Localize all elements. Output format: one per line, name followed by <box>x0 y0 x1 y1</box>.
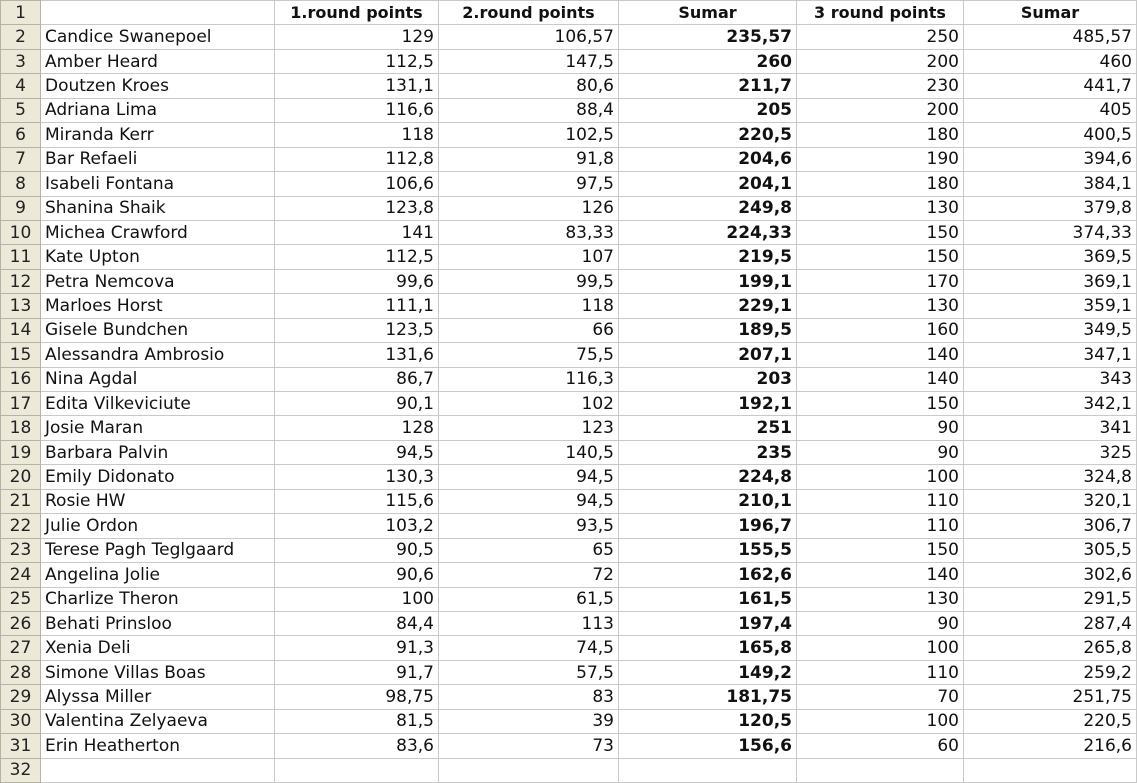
round3-cell[interactable]: 200 <box>797 49 964 73</box>
round1-cell[interactable]: 94,5 <box>275 440 439 464</box>
name-cell[interactable]: Gisele Bundchen <box>41 318 275 342</box>
table-row <box>1 98 1137 122</box>
name-cell[interactable]: Xenia Deli <box>41 636 275 660</box>
round2-cell[interactable]: 102 <box>439 392 619 416</box>
sum1-cell[interactable]: 156,6 <box>619 734 797 758</box>
round1-cell[interactable]: 90,1 <box>275 392 439 416</box>
sum2-cell[interactable]: 369,5 <box>964 245 1137 269</box>
table-row <box>1 758 1137 782</box>
sum2-cell[interactable]: 251,75 <box>964 685 1137 709</box>
row-number[interactable]: 2 <box>1 25 41 49</box>
row-number[interactable]: 3 <box>1 49 41 73</box>
round1-cell[interactable]: 98,75 <box>275 685 439 709</box>
sum1-cell[interactable]: 120,5 <box>619 709 797 733</box>
round2-cell[interactable]: 80,6 <box>439 74 619 98</box>
name-cell[interactable]: Petra Nemcova <box>41 269 275 293</box>
round2-cell[interactable]: 66 <box>439 318 619 342</box>
sum2-cell[interactable]: 265,8 <box>964 636 1137 660</box>
sum1-cell[interactable]: 192,1 <box>619 392 797 416</box>
round2-cell[interactable]: 93,5 <box>439 514 619 538</box>
row-number[interactable]: 18 <box>1 416 41 440</box>
sum2-cell[interactable]: 324,8 <box>964 465 1137 489</box>
table-row <box>1 294 1137 318</box>
sum2-cell[interactable]: 325 <box>964 440 1137 464</box>
name-cell[interactable]: Marloes Horst <box>41 294 275 318</box>
table-row <box>1 611 1137 635</box>
round3-cell[interactable]: 100 <box>797 465 964 489</box>
sum1-cell[interactable]: 220,5 <box>619 123 797 147</box>
round3-cell[interactable]: 110 <box>797 489 964 513</box>
round2-cell[interactable]: 94,5 <box>439 465 619 489</box>
round1-cell[interactable] <box>275 758 439 782</box>
header-cell-round2[interactable]: 2.round points <box>439 1 619 25</box>
round2-cell[interactable]: 102,5 <box>439 123 619 147</box>
row-number[interactable]: 23 <box>1 538 41 562</box>
sum1-cell[interactable]: 211,7 <box>619 74 797 98</box>
name-cell[interactable]: Bar Refaeli <box>41 147 275 171</box>
sum2-cell[interactable]: 343 <box>964 367 1137 391</box>
round1-cell[interactable]: 100 <box>275 587 439 611</box>
round1-cell[interactable]: 118 <box>275 123 439 147</box>
round2-cell[interactable]: 94,5 <box>439 489 619 513</box>
round3-cell[interactable]: 150 <box>797 392 964 416</box>
round1-cell[interactable]: 112,8 <box>275 147 439 171</box>
table-row <box>1 74 1137 98</box>
round2-cell[interactable]: 75,5 <box>439 343 619 367</box>
round3-cell[interactable]: 140 <box>797 563 964 587</box>
sum2-cell[interactable]: 374,33 <box>964 220 1137 244</box>
sum2-cell[interactable]: 306,7 <box>964 514 1137 538</box>
sum2-cell[interactable]: 342,1 <box>964 392 1137 416</box>
table-row <box>1 660 1137 684</box>
sum2-cell[interactable]: 394,6 <box>964 147 1137 171</box>
sum1-cell[interactable]: 203 <box>619 367 797 391</box>
sum1-cell[interactable]: 197,4 <box>619 611 797 635</box>
sum2-cell[interactable]: 320,1 <box>964 489 1137 513</box>
row-number[interactable]: 11 <box>1 245 41 269</box>
table-row <box>1 685 1137 709</box>
row-number[interactable]: 24 <box>1 563 41 587</box>
sum2-cell[interactable]: 341 <box>964 416 1137 440</box>
round3-cell[interactable]: 250 <box>797 25 964 49</box>
table-row <box>1 514 1137 538</box>
row-number[interactable]: 16 <box>1 367 41 391</box>
sum1-cell[interactable]: 219,5 <box>619 245 797 269</box>
name-cell[interactable]: Josie Maran <box>41 416 275 440</box>
round3-cell[interactable]: 90 <box>797 440 964 464</box>
table-row <box>1 440 1137 464</box>
name-cell[interactable]: Barbara Palvin <box>41 440 275 464</box>
row-number[interactable]: 31 <box>1 734 41 758</box>
round3-cell[interactable] <box>797 758 964 782</box>
round2-cell[interactable]: 57,5 <box>439 660 619 684</box>
header-cell-name[interactable] <box>41 1 275 25</box>
round1-cell[interactable]: 128 <box>275 416 439 440</box>
round1-cell[interactable]: 116,6 <box>275 98 439 122</box>
round2-cell[interactable]: 123 <box>439 416 619 440</box>
table-row <box>1 489 1137 513</box>
round3-cell[interactable]: 140 <box>797 367 964 391</box>
sum1-cell[interactable]: 199,1 <box>619 269 797 293</box>
sum2-cell[interactable]: 291,5 <box>964 587 1137 611</box>
table-row <box>1 25 1137 49</box>
table-row <box>1 196 1137 220</box>
sum1-cell[interactable]: 155,5 <box>619 538 797 562</box>
round3-cell[interactable]: 130 <box>797 587 964 611</box>
round1-cell[interactable]: 112,5 <box>275 245 439 269</box>
round3-cell[interactable]: 150 <box>797 245 964 269</box>
round2-cell[interactable]: 116,3 <box>439 367 619 391</box>
name-cell[interactable]: Behati Prinsloo <box>41 611 275 635</box>
header-cell-sum1[interactable]: Sumar <box>619 1 797 25</box>
header-cell-round1[interactable]: 1.round points <box>275 1 439 25</box>
round1-cell[interactable]: 129 <box>275 25 439 49</box>
sum1-cell[interactable]: 161,5 <box>619 587 797 611</box>
sum2-cell[interactable]: 347,1 <box>964 343 1137 367</box>
table-row <box>1 734 1137 758</box>
name-cell[interactable]: Isabeli Fontana <box>41 172 275 196</box>
round1-cell[interactable]: 90,6 <box>275 563 439 587</box>
sum1-cell[interactable]: 181,75 <box>619 685 797 709</box>
name-cell[interactable]: Erin Heatherton <box>41 734 275 758</box>
sum1-cell[interactable]: 162,6 <box>619 563 797 587</box>
table-row <box>1 245 1137 269</box>
row-number[interactable]: 22 <box>1 514 41 538</box>
round2-cell[interactable]: 74,5 <box>439 636 619 660</box>
round2-cell[interactable]: 72 <box>439 563 619 587</box>
round1-cell[interactable]: 115,6 <box>275 489 439 513</box>
round2-cell[interactable]: 91,8 <box>439 147 619 171</box>
sum2-cell[interactable]: 485,57 <box>964 25 1137 49</box>
sum2-cell[interactable]: 400,5 <box>964 123 1137 147</box>
table-row <box>1 709 1137 733</box>
sum2-cell[interactable]: 379,8 <box>964 196 1137 220</box>
sum1-cell[interactable]: 235,57 <box>619 25 797 49</box>
row-number[interactable]: 1 <box>1 1 41 25</box>
round1-cell[interactable]: 86,7 <box>275 367 439 391</box>
round3-cell[interactable]: 130 <box>797 294 964 318</box>
row-number[interactable]: 32 <box>1 758 41 782</box>
sum1-cell[interactable]: 235 <box>619 440 797 464</box>
round3-cell[interactable]: 180 <box>797 123 964 147</box>
row-number[interactable]: 26 <box>1 611 41 635</box>
sum2-cell[interactable]: 216,6 <box>964 734 1137 758</box>
name-cell[interactable]: Amber Heard <box>41 49 275 73</box>
round3-cell[interactable]: 70 <box>797 685 964 709</box>
table-row <box>1 587 1137 611</box>
round2-cell[interactable]: 65 <box>439 538 619 562</box>
sum1-cell[interactable]: 205 <box>619 98 797 122</box>
round3-cell[interactable]: 230 <box>797 74 964 98</box>
sum2-cell[interactable]: 369,1 <box>964 269 1137 293</box>
table-row <box>1 538 1137 562</box>
round1-cell[interactable]: 123,5 <box>275 318 439 342</box>
name-cell[interactable] <box>41 758 275 782</box>
sum1-cell[interactable]: 189,5 <box>619 318 797 342</box>
sum1-cell[interactable]: 196,7 <box>619 514 797 538</box>
row-number[interactable]: 17 <box>1 392 41 416</box>
round1-cell[interactable]: 91,7 <box>275 660 439 684</box>
round1-cell[interactable]: 131,6 <box>275 343 439 367</box>
header-cell-round3[interactable]: 3 round points <box>797 1 964 25</box>
header-cell-sum2[interactable]: Sumar <box>964 1 1137 25</box>
table-row <box>1 392 1137 416</box>
round1-cell[interactable]: 130,3 <box>275 465 439 489</box>
round2-cell[interactable]: 99,5 <box>439 269 619 293</box>
name-cell[interactable]: Nina Agdal <box>41 367 275 391</box>
sum2-cell[interactable]: 359,1 <box>964 294 1137 318</box>
name-cell[interactable]: Edita Vilkeviciute <box>41 392 275 416</box>
sum1-cell[interactable]: 207,1 <box>619 343 797 367</box>
round2-cell[interactable]: 106,57 <box>439 25 619 49</box>
round3-cell[interactable]: 150 <box>797 538 964 562</box>
round2-cell[interactable]: 39 <box>439 709 619 733</box>
round1-cell[interactable]: 123,8 <box>275 196 439 220</box>
round3-cell[interactable]: 100 <box>797 636 964 660</box>
name-cell[interactable]: Adriana Lima <box>41 98 275 122</box>
table-row <box>1 636 1137 660</box>
sum1-cell[interactable]: 224,8 <box>619 465 797 489</box>
row-number[interactable]: 14 <box>1 318 41 342</box>
row-number[interactable]: 10 <box>1 220 41 244</box>
round3-cell[interactable]: 170 <box>797 269 964 293</box>
table-row <box>1 367 1137 391</box>
round1-cell[interactable]: 141 <box>275 220 439 244</box>
round2-cell[interactable]: 113 <box>439 611 619 635</box>
sum2-cell[interactable]: 441,7 <box>964 74 1137 98</box>
sum1-cell[interactable]: 204,6 <box>619 147 797 171</box>
round1-cell[interactable]: 84,4 <box>275 611 439 635</box>
row-number[interactable]: 12 <box>1 269 41 293</box>
round1-cell[interactable]: 111,1 <box>275 294 439 318</box>
round1-cell[interactable]: 131,1 <box>275 74 439 98</box>
sum1-cell[interactable]: 210,1 <box>619 489 797 513</box>
sum1-cell[interactable]: 165,8 <box>619 636 797 660</box>
name-cell[interactable]: Valentina Zelyaeva <box>41 709 275 733</box>
name-cell[interactable]: Angelina Jolie <box>41 563 275 587</box>
name-cell[interactable]: Alessandra Ambrosio <box>41 343 275 367</box>
table-row <box>1 343 1137 367</box>
round3-cell[interactable]: 130 <box>797 196 964 220</box>
round1-cell[interactable]: 112,5 <box>275 49 439 73</box>
round2-cell[interactable]: 118 <box>439 294 619 318</box>
row-number[interactable]: 15 <box>1 343 41 367</box>
round2-cell[interactable]: 83,33 <box>439 220 619 244</box>
table-row <box>1 416 1137 440</box>
sum1-cell[interactable] <box>619 758 797 782</box>
table-row <box>1 220 1137 244</box>
name-cell[interactable]: Rosie HW <box>41 489 275 513</box>
row-number[interactable]: 20 <box>1 465 41 489</box>
sum1-cell[interactable]: 204,1 <box>619 172 797 196</box>
row-number[interactable]: 8 <box>1 172 41 196</box>
table-row <box>1 269 1137 293</box>
name-cell[interactable]: Simone Villas Boas <box>41 660 275 684</box>
name-cell[interactable]: Emily Didonato <box>41 465 275 489</box>
row-number[interactable]: 21 <box>1 489 41 513</box>
name-cell[interactable]: Terese Pagh Teglgaard <box>41 538 275 562</box>
name-cell[interactable]: Julie Ordon <box>41 514 275 538</box>
round1-cell[interactable]: 103,2 <box>275 514 439 538</box>
table-row <box>1 172 1137 196</box>
name-cell[interactable]: Kate Upton <box>41 245 275 269</box>
round3-cell[interactable]: 110 <box>797 660 964 684</box>
round3-cell[interactable]: 60 <box>797 734 964 758</box>
round1-cell[interactable]: 90,5 <box>275 538 439 562</box>
round3-cell[interactable]: 100 <box>797 709 964 733</box>
sum1-cell[interactable]: 251 <box>619 416 797 440</box>
row-number[interactable]: 25 <box>1 587 41 611</box>
sum2-cell[interactable]: 384,1 <box>964 172 1137 196</box>
round3-cell[interactable]: 90 <box>797 416 964 440</box>
round3-cell[interactable]: 150 <box>797 220 964 244</box>
sum2-cell[interactable]: 305,5 <box>964 538 1137 562</box>
name-cell[interactable]: Candice Swanepoel <box>41 25 275 49</box>
round2-cell[interactable]: 83 <box>439 685 619 709</box>
round3-cell[interactable]: 110 <box>797 514 964 538</box>
name-cell[interactable]: Shanina Shaik <box>41 196 275 220</box>
round1-cell[interactable]: 83,6 <box>275 734 439 758</box>
name-cell[interactable]: Charlize Theron <box>41 587 275 611</box>
row-number[interactable]: 6 <box>1 123 41 147</box>
sum1-cell[interactable]: 249,8 <box>619 196 797 220</box>
row-number[interactable]: 5 <box>1 98 41 122</box>
sum1-cell[interactable]: 260 <box>619 49 797 73</box>
name-cell[interactable]: Alyssa Miller <box>41 685 275 709</box>
round2-cell[interactable]: 140,5 <box>439 440 619 464</box>
sum2-cell[interactable]: 287,4 <box>964 611 1137 635</box>
name-cell[interactable]: Michea Crawford <box>41 220 275 244</box>
round1-cell[interactable]: 99,6 <box>275 269 439 293</box>
sum2-cell[interactable]: 405 <box>964 98 1137 122</box>
sum1-cell[interactable]: 224,33 <box>619 220 797 244</box>
row-number[interactable]: 19 <box>1 440 41 464</box>
row-number[interactable]: 28 <box>1 660 41 684</box>
row-number[interactable]: 4 <box>1 74 41 98</box>
round2-cell[interactable]: 97,5 <box>439 172 619 196</box>
round3-cell[interactable]: 160 <box>797 318 964 342</box>
name-cell[interactable]: Doutzen Kroes <box>41 74 275 98</box>
round1-cell[interactable]: 81,5 <box>275 709 439 733</box>
sum2-cell[interactable]: 302,6 <box>964 563 1137 587</box>
table-row <box>1 318 1137 342</box>
round2-cell[interactable] <box>439 758 619 782</box>
sum2-cell[interactable]: 220,5 <box>964 709 1137 733</box>
row-number[interactable]: 13 <box>1 294 41 318</box>
sum1-cell[interactable]: 229,1 <box>619 294 797 318</box>
name-cell[interactable]: Miranda Kerr <box>41 123 275 147</box>
header-row <box>1 1 1137 25</box>
row-number[interactable]: 7 <box>1 147 41 171</box>
round2-cell[interactable]: 88,4 <box>439 98 619 122</box>
round2-cell[interactable]: 61,5 <box>439 587 619 611</box>
table-row <box>1 147 1137 171</box>
sum2-cell[interactable]: 259,2 <box>964 660 1137 684</box>
round3-cell[interactable]: 190 <box>797 147 964 171</box>
round2-cell[interactable]: 73 <box>439 734 619 758</box>
round3-cell[interactable]: 140 <box>797 343 964 367</box>
table-row <box>1 123 1137 147</box>
round1-cell[interactable]: 91,3 <box>275 636 439 660</box>
sum2-cell[interactable]: 460 <box>964 49 1137 73</box>
table-row <box>1 465 1137 489</box>
row-number[interactable]: 30 <box>1 709 41 733</box>
round2-cell[interactable]: 147,5 <box>439 49 619 73</box>
row-number[interactable]: 9 <box>1 196 41 220</box>
sum2-cell[interactable] <box>964 758 1137 782</box>
sum2-cell[interactable]: 349,5 <box>964 318 1137 342</box>
round3-cell[interactable]: 200 <box>797 98 964 122</box>
round2-cell[interactable]: 107 <box>439 245 619 269</box>
round1-cell[interactable]: 106,6 <box>275 172 439 196</box>
round3-cell[interactable]: 180 <box>797 172 964 196</box>
row-number[interactable]: 27 <box>1 636 41 660</box>
table-row <box>1 563 1137 587</box>
round3-cell[interactable]: 90 <box>797 611 964 635</box>
round2-cell[interactable]: 126 <box>439 196 619 220</box>
sum1-cell[interactable]: 149,2 <box>619 660 797 684</box>
row-number[interactable]: 29 <box>1 685 41 709</box>
table-row <box>1 49 1137 73</box>
